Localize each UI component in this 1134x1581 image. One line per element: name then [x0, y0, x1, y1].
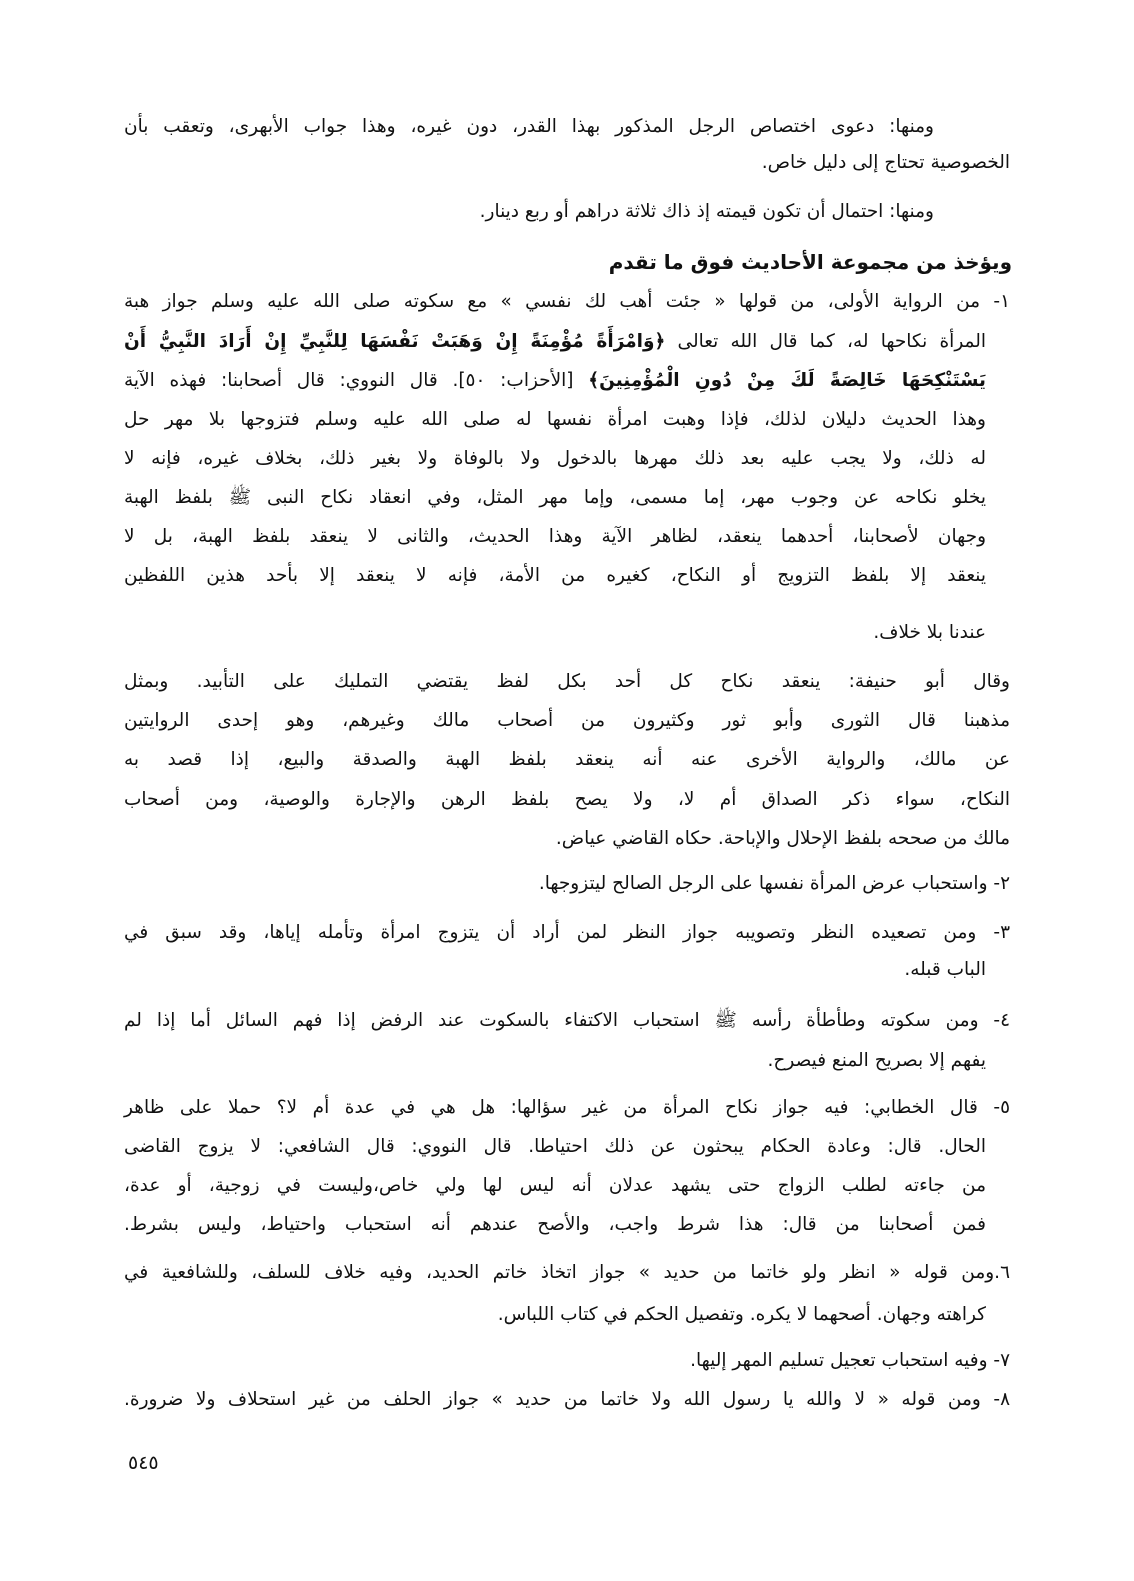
- page-number: ٥٤٥: [128, 1452, 159, 1474]
- text-line: ومنها: احتمال أن تكون قيمته إذ ذاك ثلاثة دراهم أو ربع دينار.: [479, 201, 934, 222]
- text-line: وجهان لأصحابنا، أحدهما ينعقد، لظاهر الآية وهذا الحديث، والثانى لا ينعقد بلفظ الهبة، بل لا: [124, 526, 986, 547]
- text-line: من جاءته لطلب الزواج حتى يشهد عدلان أنه ليس لها ولي خاص،وليست في زوجية، أو عدة،: [124, 1175, 986, 1196]
- text-line: وقال أبو حنيفة: ينعقد نكاح كل أحد بكل لفظ يقتضي التمليك على التأبيد. وبمثل: [124, 671, 1010, 692]
- text-line: ٣- ومن تصعيده النظر وتصويبه جواز النظر لمن أراد أن يتزوج امرأة وتأمله إياها، وقد سبق في: [124, 922, 1010, 943]
- text-line: ١- من الرواية الأولى، من قولها « جئت أهب لك نفسي » مع سكوته صلى الله عليه وسلم جواز هبة: [124, 291, 1010, 312]
- text-segment: [الأحزاب: ٥٠]. قال النووي: قال أصحابنا: فهذه الآية: [124, 370, 589, 391]
- text-line: مالك من صححه بلفظ الإحلال والإباحة. حكاه القاضي عياض.: [555, 828, 1010, 849]
- text-line: النكاح، سواء ذكر الصداق أم لا، ولا يصح بلفظ الرهن والإجارة والوصية، ومن أصحاب: [124, 789, 1010, 810]
- text-line: [124, 327, 986, 357]
- text-line: يفهم إلا بصريح المنع فيصرح.: [767, 1050, 986, 1071]
- text-line: [124, 366, 986, 396]
- quran-verse: ﴿وَامْرَأَةً مُؤْمِنَةً إِنْ وَهَبَتْ نَفْسَهَا لِلنَّبِيِّ إِنْ أَرَادَ النَّبِيُّ أَنْ: [124, 331, 666, 352]
- text-line: ٨- ومن قوله « لا والله يا رسول الله ولا خاتما من حديد » جواز الحلف من غير استحلاف ولا ضرورة.: [124, 1389, 1010, 1410]
- text-line: عن مالك، والرواية الأخرى عنه أنه ينعقد بلفظ الهبة والصدقة والبيع، إذا قصد به: [124, 749, 1010, 770]
- text-line: ٥- قال الخطابي: فيه جواز نكاح المرأة من غير سؤالها: هل هي في عدة أم لا؟ حملا على ظاهر: [124, 1097, 1010, 1118]
- text-line: الخصوصية تحتاج إلى دليل خاص.: [761, 152, 1010, 173]
- quran-verse: يَسْتَنْكِحَهَا خَالِصَةً لَكَ مِنْ دُونِ الْمُؤْمِنِينَ﴾: [588, 370, 986, 391]
- text-line: ينعقد إلا بلفظ التزويج أو النكاح، كغيره من الأمة، فإنه لا ينعقد إلا بأحد هذين اللفظين: [124, 565, 986, 586]
- text-line: ٧- وفيه استحباب تعجيل تسليم المهر إليها.: [690, 1350, 1010, 1371]
- text-line: الحال. قال: وعادة الحكام يبحثون عن ذلك احتياطا. قال النووي: قال الشافعي: لا يزوج القاضى: [124, 1136, 986, 1157]
- text-line: كراهته وجهان. أصحهما لا يكره. وتفصيل الحكم في كتاب اللباس.: [497, 1304, 986, 1325]
- text-line: ويؤخذ من مجموعة الأحاديث فوق ما تقدم: [608, 250, 1012, 274]
- text-line: ٦.ومن قوله « انظر ولو خاتما من حديد » جواز اتخاذ خاتم الحديد، وفيه خلاف للسلف، وللشافعية في: [124, 1262, 1010, 1283]
- text-line: الباب قبله.: [904, 959, 986, 980]
- text-line: عندنا بلا خلاف.: [873, 622, 986, 643]
- text-line: ٢- واستحباب عرض المرأة نفسها على الرجل الصالح ليتزوجها.: [538, 873, 1010, 894]
- text-line: ٤- ومن سكوته وطأطأة رأسه ﷺ استحباب الاكتفاء بالسكوت عند الرفض إذا فهم السائل أما إذا لم: [124, 1010, 1010, 1031]
- text-line: وهذا الحديث دليلان لذلك، فإذا وهبت امرأة نفسها له صلى الله عليه وسلم فتزوجها بلا مهر حل: [124, 409, 986, 430]
- text-line: له ذلك، ولا يجب عليه بعد ذلك مهرها بالدخول ولا بالوفاة ولا بغير ذلك، بخلاف غيره، فإنه لا: [124, 448, 986, 469]
- text-segment: المرأة نكاحها له، كما قال الله تعالى: [665, 331, 986, 352]
- text-line: ومنها: دعوى اختصاص الرجل المذكور بهذا القدر، دون غيره، وهذا جواب الأبهرى، وتعقب بأن: [124, 116, 934, 137]
- text-line: مذهبنا قال الثورى وأبو ثور وكثيرون من أصحاب مالك وغيرهم، وهو إحدى الروايتين: [124, 710, 1010, 731]
- text-line: يخلو نكاحه عن وجوب مهر، إما مسمى، وإما مهر المثل، وفي انعقاد نكاح النبى ﷺ بلفظ الهبة: [124, 487, 986, 508]
- text-line: فمن أصحابنا من قال: هذا شرط واجب، والأصح عندهم أنه استحباب واحتياط، وليس بشرط.: [124, 1214, 986, 1235]
